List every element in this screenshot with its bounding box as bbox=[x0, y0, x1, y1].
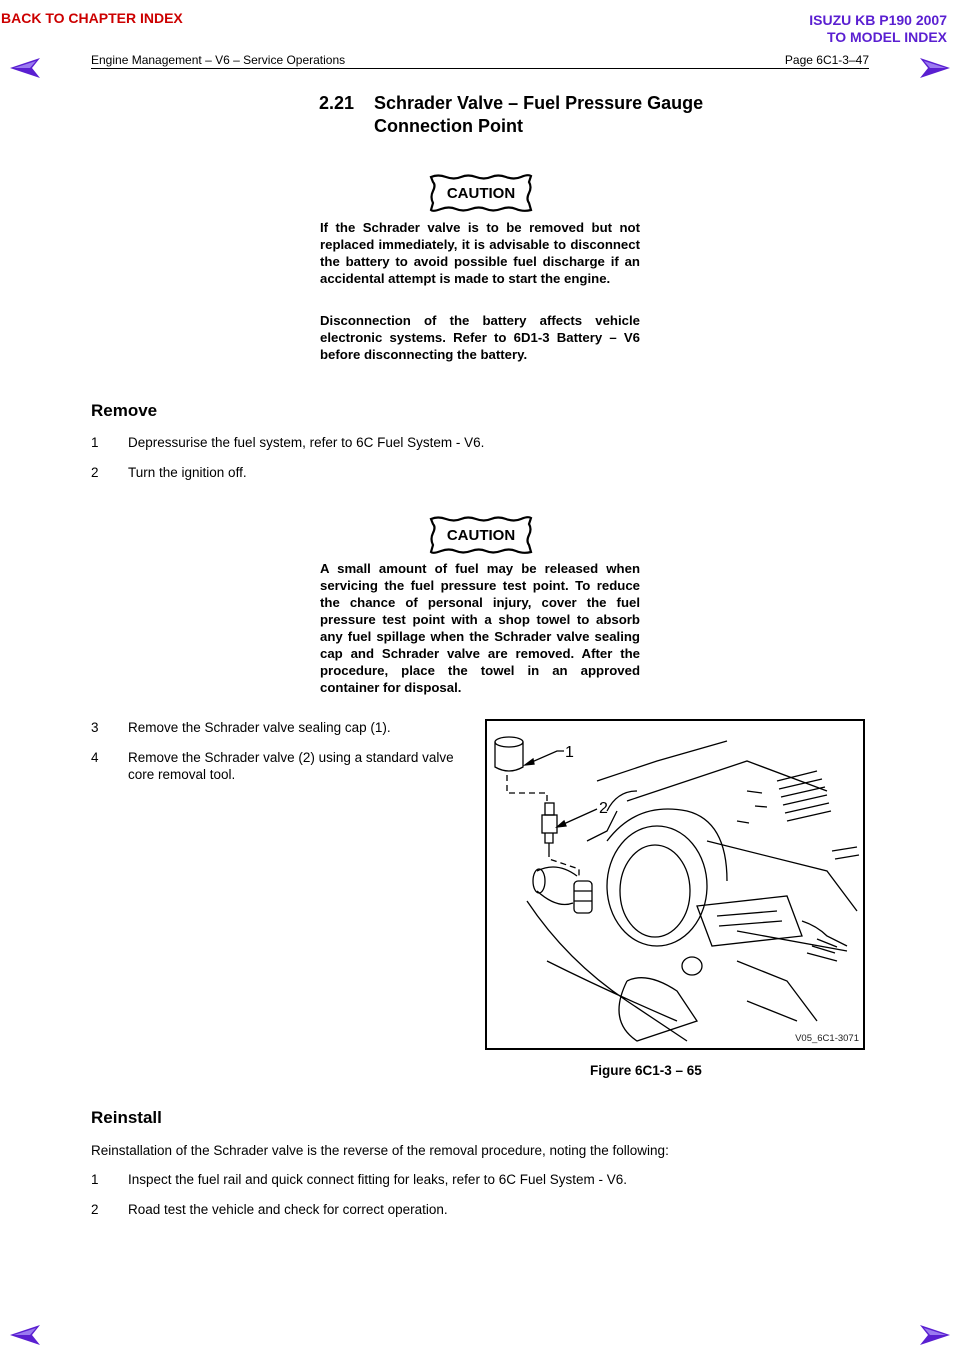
step-text-line1: Remove the Schrader valve (2) using a standard valve bbox=[128, 750, 454, 765]
caution-badge bbox=[428, 173, 534, 213]
step-text: Depressurise the fuel system, refer to 6C Fuel System - V6. bbox=[128, 435, 485, 450]
to-model-index[interactable]: TO MODEL INDEX bbox=[826, 29, 947, 45]
next-page-arrow-icon[interactable] bbox=[920, 58, 950, 78]
next-page-arrow-bottom-icon[interactable] bbox=[920, 1325, 950, 1345]
model-index-link[interactable] bbox=[809, 12, 947, 46]
reinstall-heading: Reinstall bbox=[91, 1108, 162, 1127]
caution-badge bbox=[428, 515, 534, 555]
figure-reference-code: V05_6C1-3071 bbox=[795, 1033, 859, 1044]
list-item bbox=[91, 749, 481, 789]
step-text: Road test the vehicle and check for correct operation. bbox=[128, 1202, 448, 1217]
prev-page-arrow-icon[interactable] bbox=[10, 58, 40, 78]
callout-2: 2 bbox=[599, 800, 608, 817]
engine-illustration bbox=[487, 721, 863, 1048]
figure-caption: Figure 6C1-3 – 65 bbox=[590, 1063, 702, 1078]
section-number: 2.21 bbox=[319, 93, 355, 113]
section-title-line2: Connection Point bbox=[374, 116, 523, 136]
prev-page-arrow-bottom-icon[interactable] bbox=[10, 1325, 40, 1345]
step-text-line2: core removal tool. bbox=[128, 767, 236, 782]
step-text: Inspect the fuel rail and quick connect fitting for leaks, refer to 6C Fuel System - V6. bbox=[128, 1172, 627, 1187]
caution-label: CAUTION bbox=[446, 185, 516, 202]
running-header-page: Page 6C1-3–47 bbox=[784, 53, 869, 67]
caution-paragraph-1: If the Schrader valve is to be removed but not replaced immediately, it is advisable to disconnect the battery to avoid possible fuel discharge if an accidental attempt is made to start the engine. bbox=[320, 220, 640, 286]
model-title: ISUZU KB P190 2007 bbox=[809, 12, 947, 28]
step-number: 1 bbox=[91, 435, 99, 450]
section-title-line1: Schrader Valve – Fuel Pressure Gauge bbox=[374, 93, 704, 113]
callout-1: 1 bbox=[565, 744, 574, 761]
running-header-left: Engine Management – V6 – Service Operations bbox=[91, 53, 346, 67]
header-rule bbox=[91, 68, 869, 69]
step-number: 1 bbox=[91, 1172, 99, 1187]
step-number: 2 bbox=[91, 465, 99, 480]
step-number: 4 bbox=[91, 750, 99, 765]
step-text: Turn the ignition off. bbox=[128, 465, 247, 480]
back-to-chapter-index-link[interactable]: BACK TO CHAPTER INDEX bbox=[1, 10, 183, 26]
caution-paragraph-2: Disconnection of the battery affects vehicle electronic systems. Refer to 6D1-3 Battery – V6 before disconnecting the battery. bbox=[320, 313, 640, 362]
figure-schrader-valve bbox=[485, 719, 865, 1050]
reinstall-intro: Reinstallation of the Schrader valve is the reverse of the removal procedure, noting the following: bbox=[91, 1143, 669, 1158]
caution-label: CAUTION bbox=[446, 527, 516, 544]
step-number: 2 bbox=[91, 1202, 99, 1217]
step-text: Remove the Schrader valve sealing cap (1). bbox=[128, 720, 391, 735]
step-number: 3 bbox=[91, 720, 99, 735]
caution-paragraph-3: A small amount of fuel may be released when servicing the fuel pressure test point. To reduce the chance of personal injury, cover the fuel pressure test point with a shop towel to absorb any fuel spillage when the Schrader valve sealing cap and Schrader valve are removed. After the procedure, place the towel in an approved container for disposal. bbox=[320, 561, 640, 695]
remove-heading: Remove bbox=[91, 401, 158, 420]
